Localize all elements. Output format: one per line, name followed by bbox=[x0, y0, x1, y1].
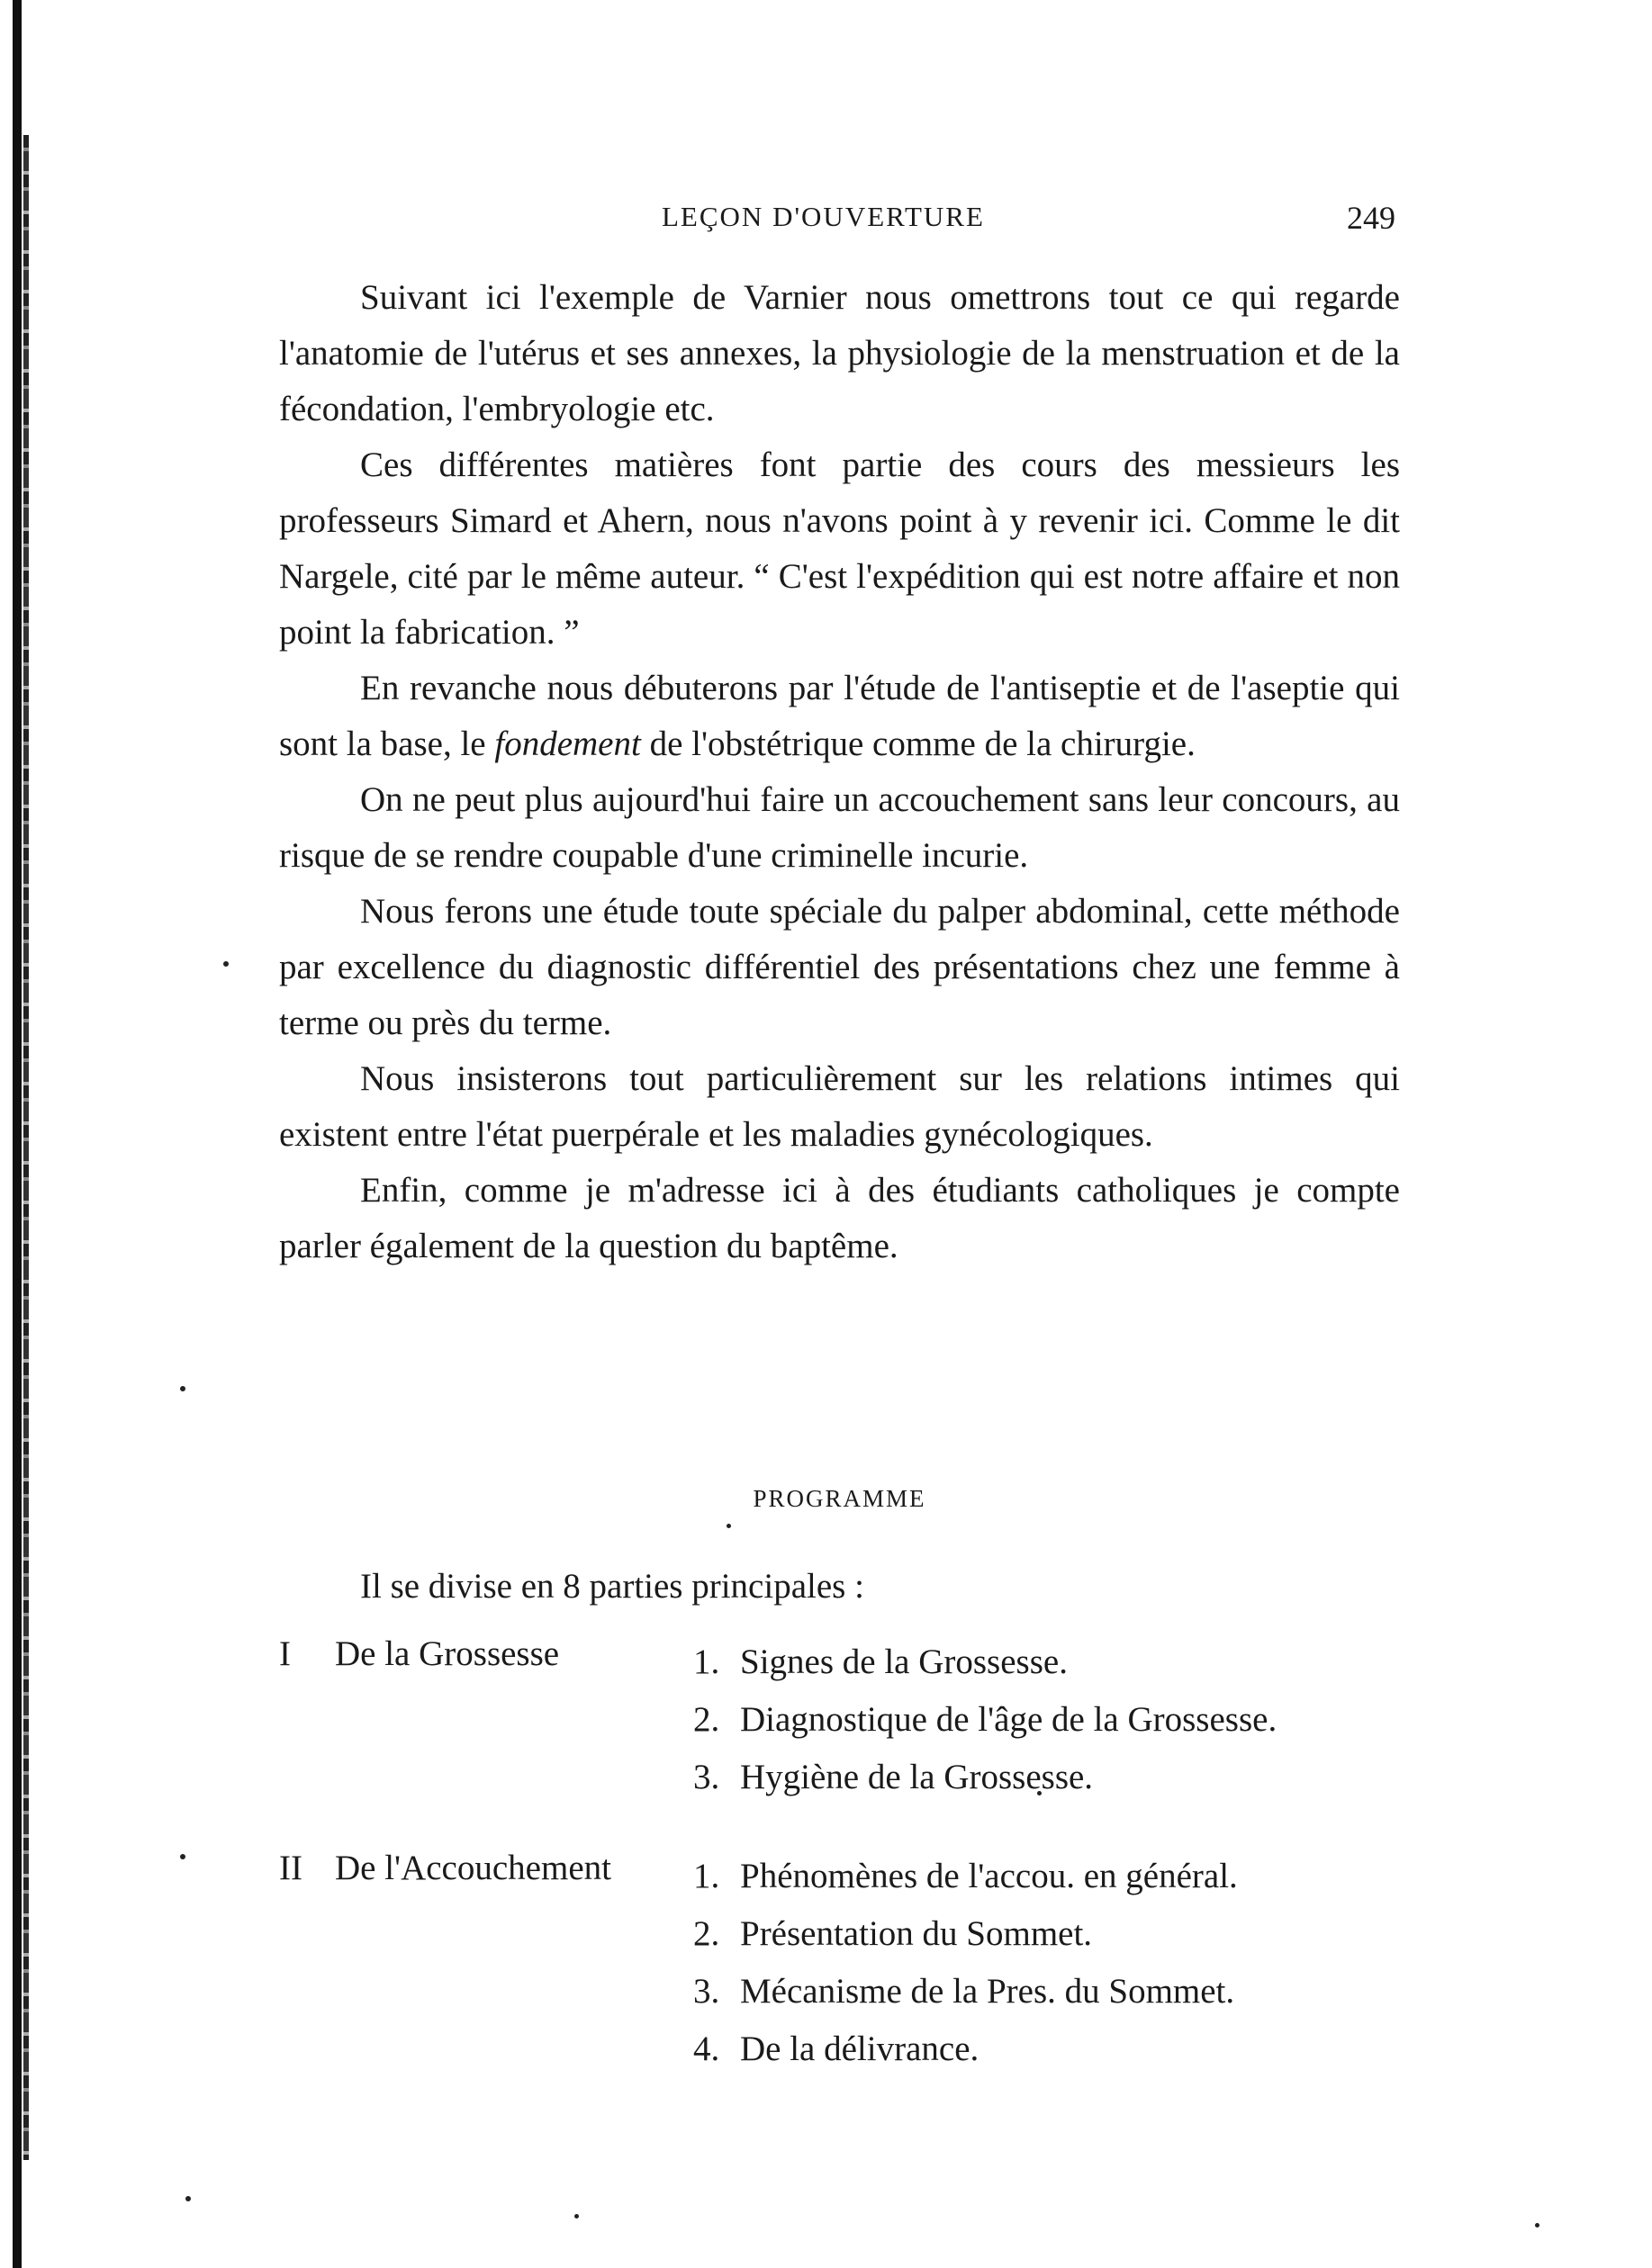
paragraph-text: Ces différentes matières font partie des cours des messieurs les professeurs Simard et Ahern, nous n'avons point à y revenir ici. Comme le dit Nargele, cité par le même auteur. “ C'est l'expédition qui est notre affaire et non point la fabrication. ” bbox=[279, 446, 1400, 652]
speck bbox=[185, 2196, 191, 2201]
paragraph-text: Suivant ici l'exemple de Varnier nous omettrons tout ce qui regarde l'anatomie de l'utérus et ses annexes, la physiologie de la menstruation et de la fécondation, l'embryologie etc. bbox=[279, 278, 1400, 428]
paragraph bbox=[279, 772, 1400, 884]
part-numeral: II bbox=[279, 1849, 302, 1887]
part-items bbox=[693, 1848, 1413, 2078]
paragraph bbox=[279, 270, 1400, 437]
paragraph-text: On ne peut plus aujourd'hui faire un accouchement sans leur concours, au risque de se rendre coupable d'une criminelle incurie. bbox=[279, 780, 1400, 875]
item-number: 2. bbox=[693, 1700, 720, 1739]
speck bbox=[727, 1524, 731, 1528]
item-text: Diagnostique de l'âge de la Grossesse. bbox=[740, 1700, 1277, 1739]
programme-item bbox=[693, 1691, 1413, 1749]
item-text: De la délivrance. bbox=[740, 2030, 979, 2068]
programme-part bbox=[279, 1634, 1413, 1806]
part-title: De la Grossesse bbox=[335, 1634, 560, 1673]
item-text: Hygiène de la Grossesse. bbox=[740, 1758, 1094, 1796]
paragraph-text: Nous ferons une étude toute spéciale du palper abdominal, cette méthode par excellence du diagnostic différentiel des présentations chez une femme à terme ou près du terme. bbox=[279, 892, 1400, 1042]
paragraph-text: En revanche nous débuterons par l'étude de l'antiseptie et de l'aseptie qui sont la base, le bbox=[279, 669, 1400, 763]
emphasized-word: fondement bbox=[494, 724, 641, 763]
part-label bbox=[279, 1848, 611, 1888]
programme-part bbox=[279, 1848, 1413, 2078]
speck bbox=[1535, 2223, 1539, 2228]
item-number: 1. bbox=[693, 1857, 720, 1895]
part-title: De l'Accouchement bbox=[335, 1849, 611, 1887]
speck bbox=[223, 961, 229, 967]
programme-item bbox=[693, 1905, 1413, 1963]
speck bbox=[180, 1854, 185, 1859]
programme-item bbox=[693, 1848, 1413, 1905]
item-number: 1. bbox=[693, 1642, 720, 1681]
paragraph bbox=[279, 437, 1400, 661]
paragraph bbox=[279, 884, 1400, 1051]
part-items bbox=[693, 1634, 1413, 1806]
paragraph-text: de l'obstétrique comme de la chirurgie. bbox=[640, 724, 1196, 763]
programme-intro: Il se divise en 8 parties principales : bbox=[360, 1567, 864, 1606]
item-text: Phénomènes de l'accou. en général. bbox=[740, 1857, 1238, 1895]
speck bbox=[574, 2214, 579, 2218]
programme-item bbox=[693, 2020, 1413, 2078]
programme-title: PROGRAMME bbox=[753, 1485, 926, 1512]
speck bbox=[180, 1386, 185, 1391]
paragraph-text: Enfin, comme je m'adresse ici à des étudiants catholiques je compte parler également de la question du baptême. bbox=[279, 1171, 1400, 1265]
item-text: Signes de la Grossesse. bbox=[740, 1642, 1068, 1681]
programme-item bbox=[693, 1634, 1413, 1691]
paragraph bbox=[279, 1051, 1400, 1163]
part-label bbox=[279, 1634, 559, 1674]
part-numeral: I bbox=[279, 1634, 291, 1673]
programme-outline bbox=[279, 1634, 1413, 2120]
body-text bbox=[279, 270, 1400, 1274]
item-number: 4. bbox=[693, 2030, 720, 2068]
paragraph-text: Nous insisterons tout particulièrement sur les relations intimes qui existent entre l'état puerpérale et les maladies gynécologiques. bbox=[279, 1059, 1400, 1154]
paragraph bbox=[279, 661, 1400, 772]
programme-item bbox=[693, 1963, 1413, 2020]
page-number: 249 bbox=[1347, 200, 1395, 236]
item-number: 3. bbox=[693, 1758, 720, 1796]
running-head bbox=[279, 194, 1395, 248]
programme-item bbox=[693, 1749, 1413, 1806]
item-text: Présentation du Sommet. bbox=[740, 1914, 1093, 1953]
item-number: 2. bbox=[693, 1914, 720, 1953]
paragraph bbox=[279, 1163, 1400, 1274]
item-text: Mécanisme de la Pres. du Sommet. bbox=[740, 1972, 1235, 2011]
item-number: 3. bbox=[693, 1972, 720, 2011]
running-title: LEÇON D'OUVERTURE bbox=[662, 201, 985, 232]
